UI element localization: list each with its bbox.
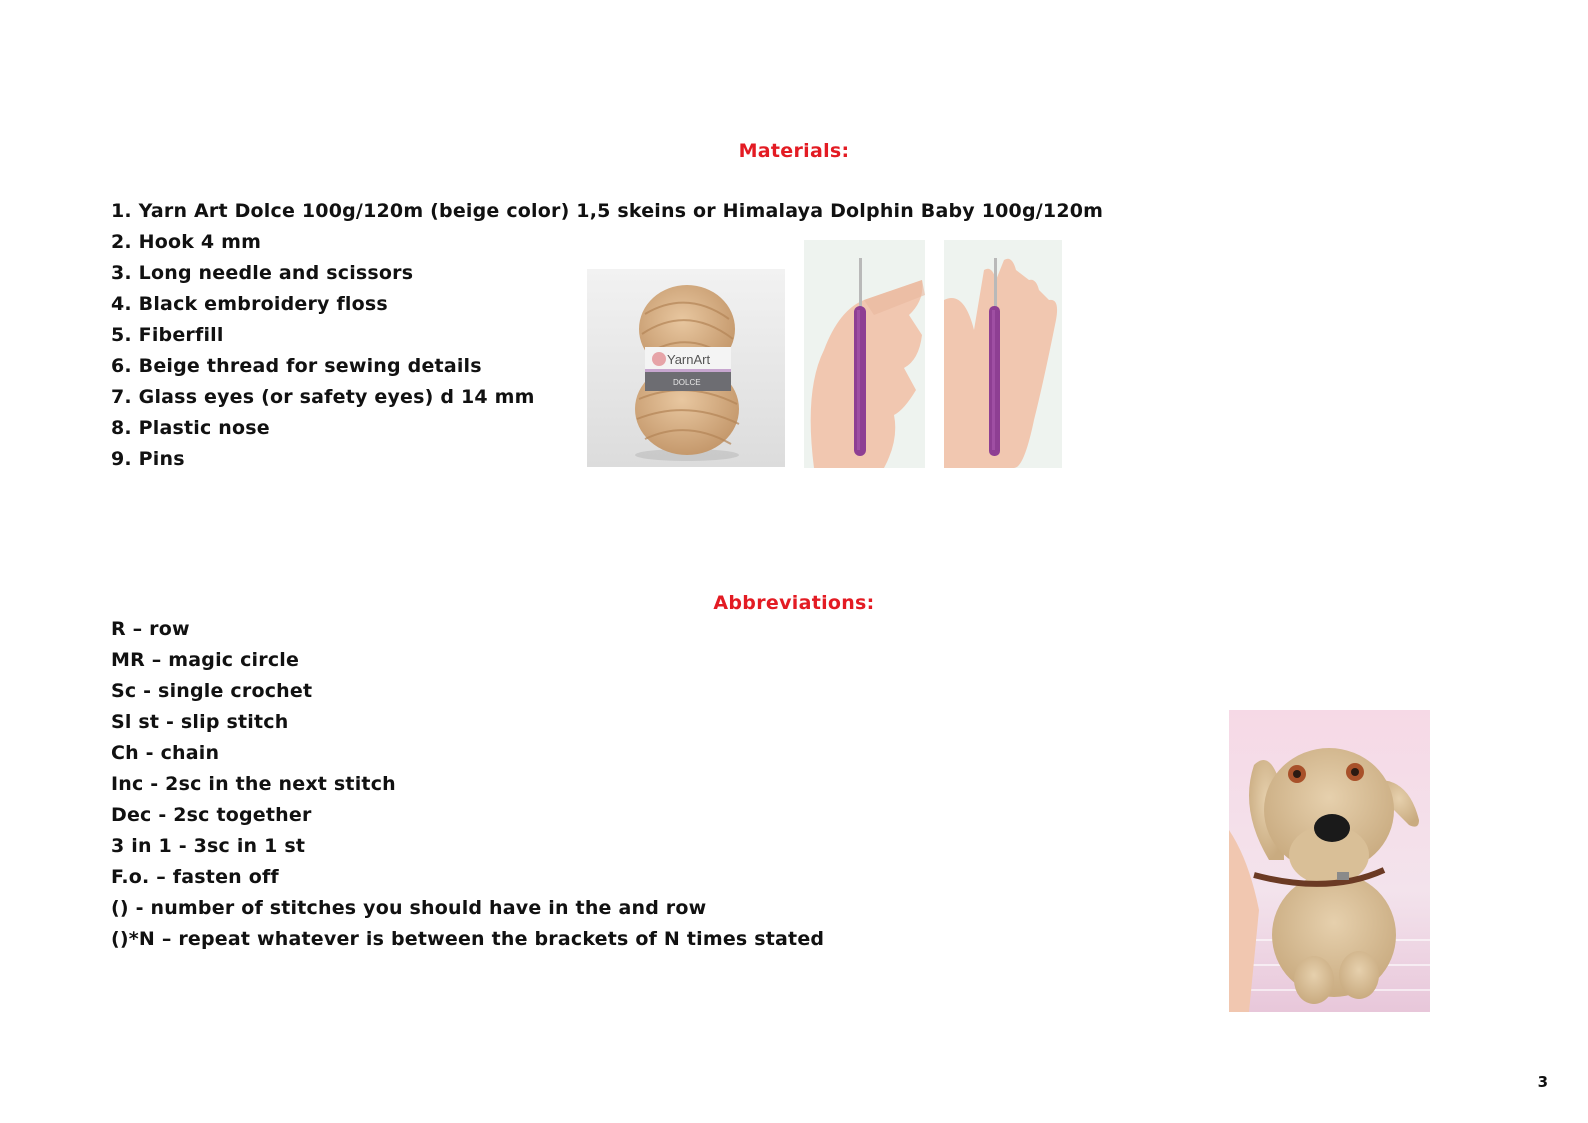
- abbreviation-item: Dec - 2sc together: [111, 804, 312, 826]
- materials-item: 1. Yarn Art Dolce 100g/120m (beige color) 1,5 skeins or Himalaya Dolphin Baby 100g/120m: [111, 200, 1104, 222]
- page-number: 3: [1537, 1073, 1548, 1091]
- materials-item: 2. Hook 4 mm: [111, 231, 262, 253]
- abbreviation-item: Inc - 2sc in the next stitch: [111, 773, 396, 795]
- crochet-hook-photo: [804, 240, 925, 468]
- abbreviation-item: 3 in 1 - 3sc in 1 st: [111, 835, 306, 857]
- abbreviations-heading: Abbreviations:: [713, 592, 875, 614]
- abbreviation-item: () - number of stitches you should have in the and row: [111, 897, 707, 919]
- yarn-product-label: DOLCE: [673, 378, 701, 387]
- plush-dog-photo: [1229, 710, 1430, 1012]
- abbreviation-item: F.o. – fasten off: [111, 866, 279, 888]
- materials-item: 6. Beige thread for sewing details: [111, 355, 482, 377]
- materials-item: 8. Plastic nose: [111, 417, 270, 439]
- abbreviations-list: [111, 614, 824, 955]
- abbreviation-item: Sc - single crochet: [111, 680, 313, 702]
- materials-heading: Materials:: [738, 140, 850, 162]
- yarn-brand-label: YarnArt: [667, 352, 711, 367]
- yarn-skein-photo: [587, 269, 785, 467]
- abbreviation-item: ()*N – repeat whatever is between the brackets of N times stated: [111, 928, 825, 950]
- abbreviation-item: Sl st - slip stitch: [111, 711, 289, 733]
- abbreviation-item: Ch - chain: [111, 742, 220, 764]
- materials-item: 3. Long needle and scissors: [111, 262, 414, 284]
- materials-item: 5. Fiberfill: [111, 324, 224, 346]
- materials-item: 7. Glass eyes (or safety eyes) d 14 mm: [111, 386, 535, 408]
- materials-item: 4. Black embroidery floss: [111, 293, 388, 315]
- abbreviation-item: MR – magic circle: [111, 649, 300, 671]
- abbreviation-item: R – row: [111, 618, 190, 640]
- crochet-hook-photo: [944, 240, 1062, 468]
- materials-item: 9. Pins: [111, 448, 185, 470]
